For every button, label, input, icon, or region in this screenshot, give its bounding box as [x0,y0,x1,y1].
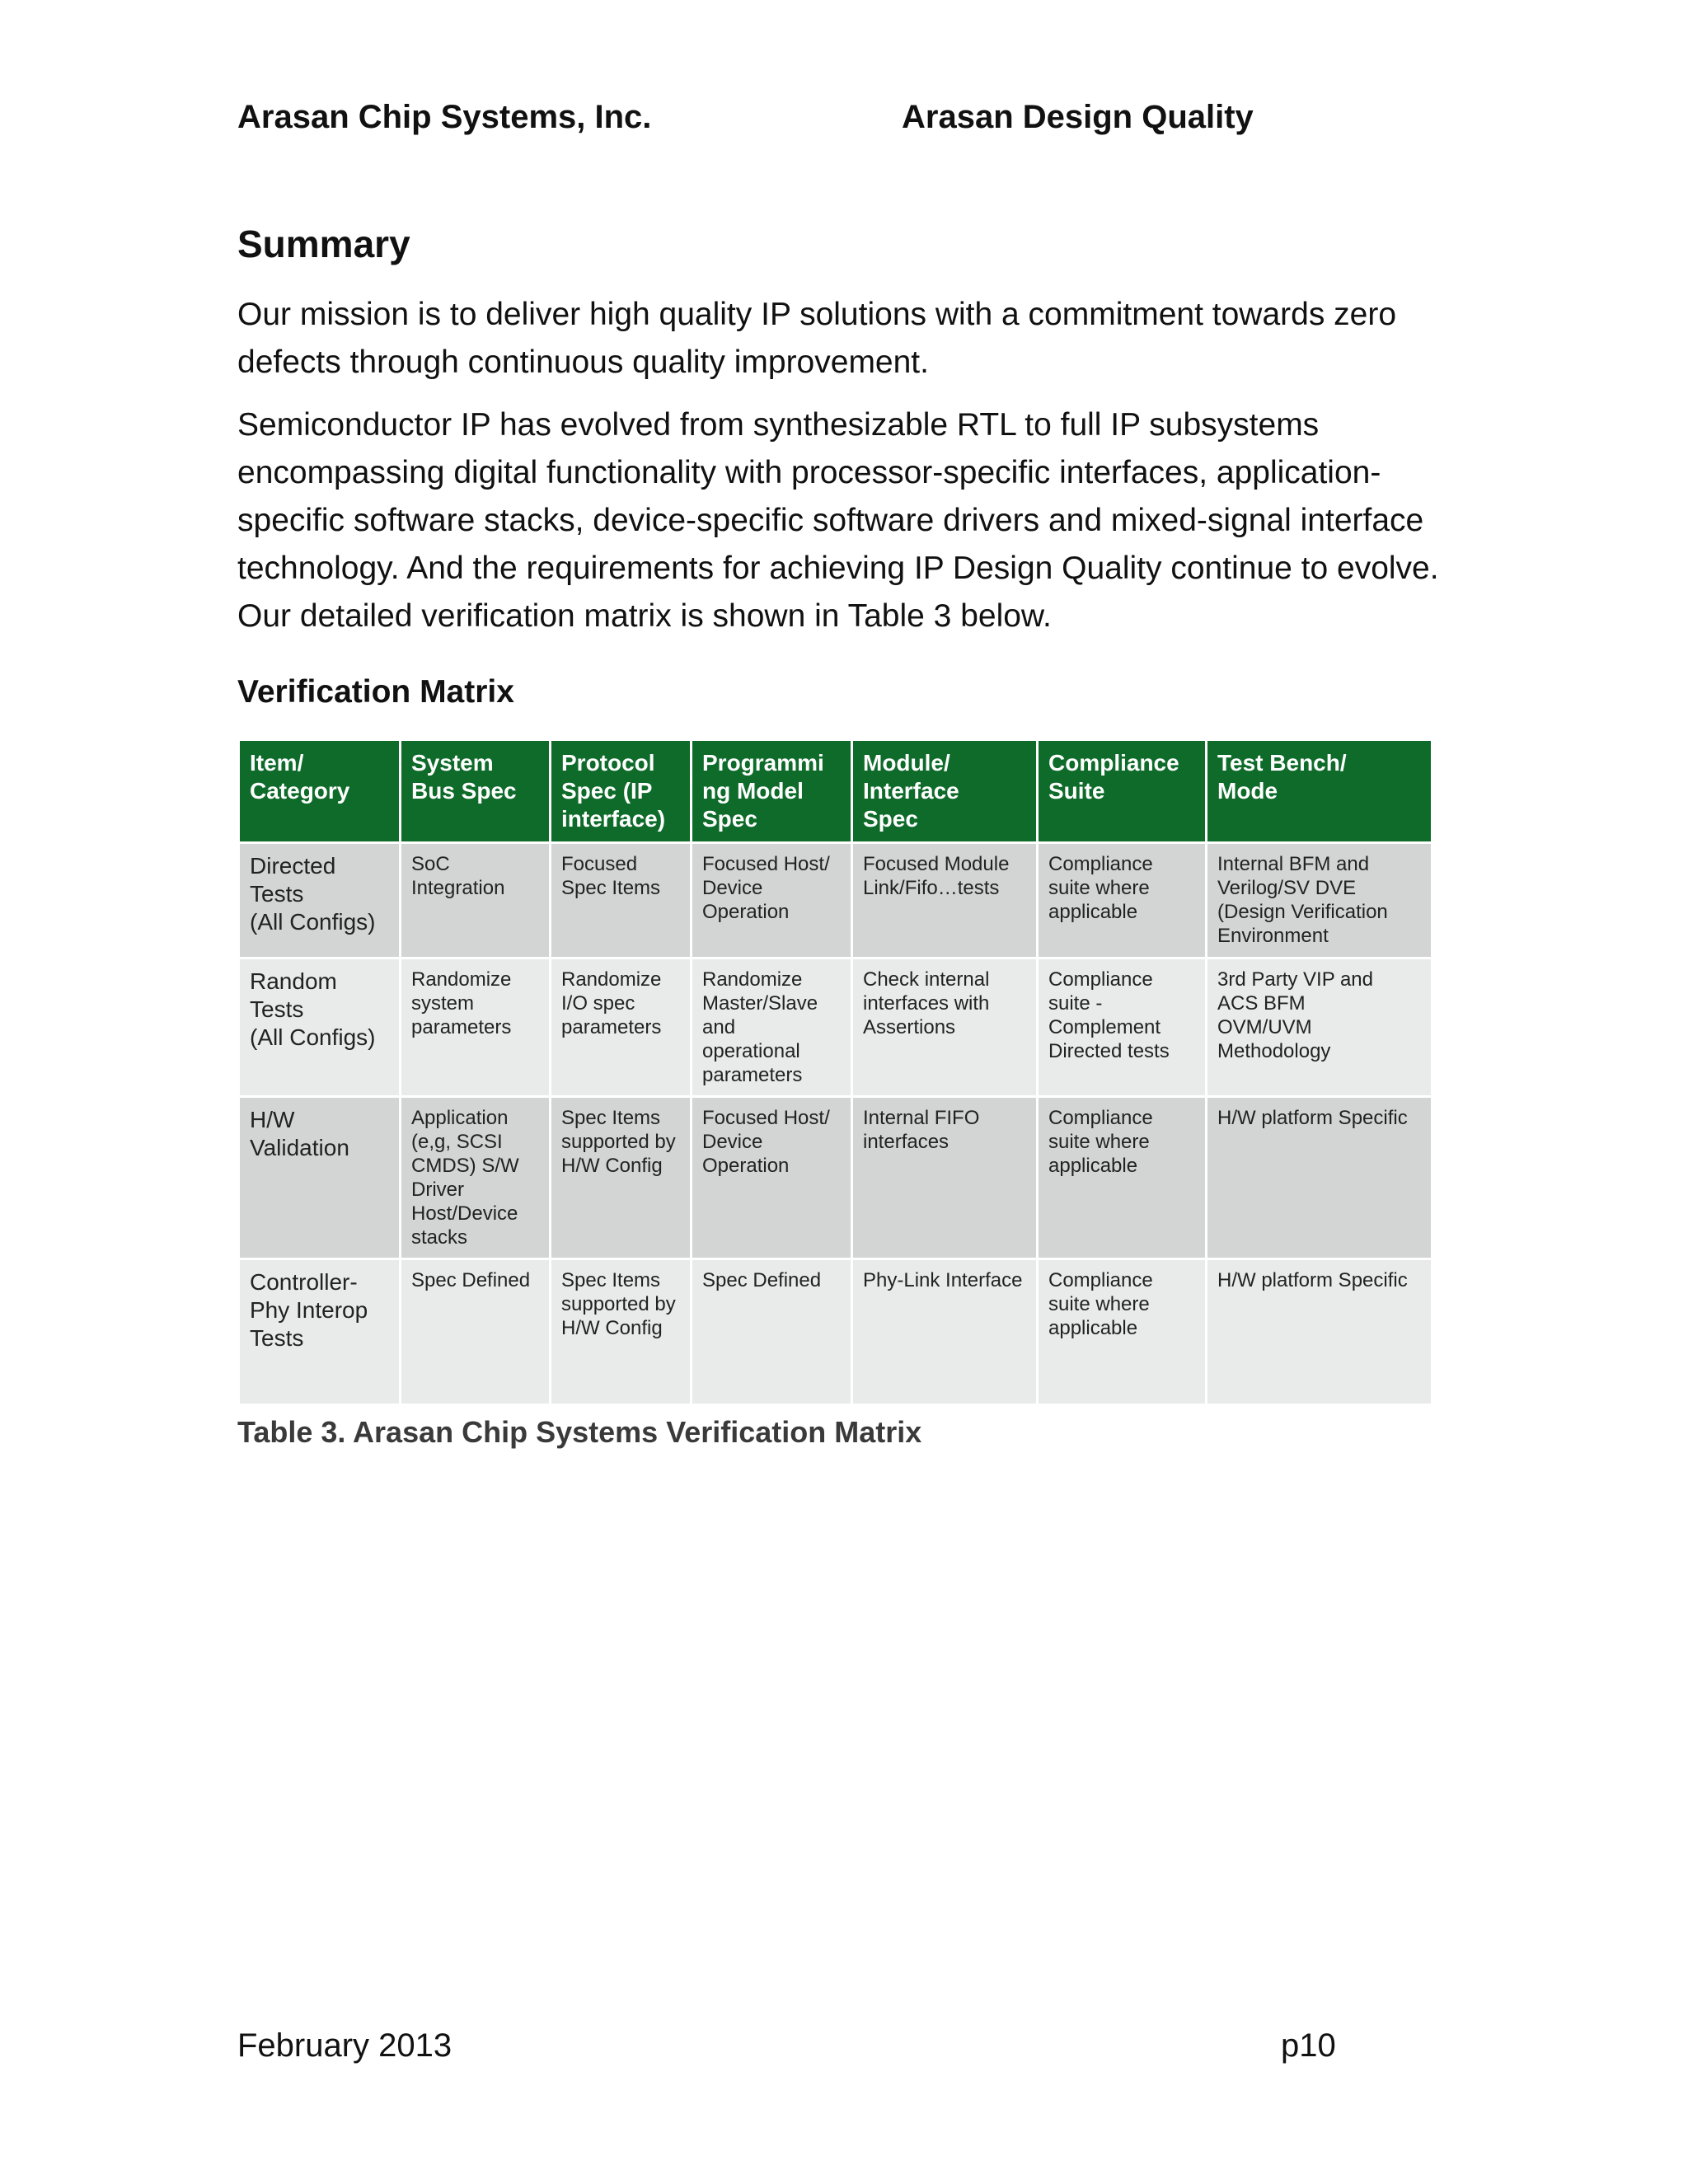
table-cell: Compliance suite where applicable [1038,1259,1207,1405]
table-caption: Table 3. Arasan Chip Systems Verification Matrix [237,1415,922,1449]
table-cell: Compliance suite where applicable [1038,1097,1207,1259]
summary-paragraph-evolution: Semiconductor IP has evolved from synthesizable RTL to full IP subsystems encompassing digital functionality with processor-specific interfaces, application-specific software stacks, device-specific software drivers and mixed-signal interface technology. And the requirements for achieving IP Design Quality continue to evolve. Our detailed verification matrix is shown in Table 3 below. [237,407,1439,634]
table-cell: Focused Host/ Device Operation [692,1097,852,1259]
footer-date: February 2013 [237,2027,452,2064]
column-header: System Bus Spec [401,740,551,843]
column-header: Programmi ng Model Spec [692,740,852,843]
table-cell: Randomize system parameters [401,958,551,1097]
table-cell: SoC Integration [401,843,551,958]
table-cell: Spec Defined [401,1259,551,1405]
table-cell: Spec Defined [692,1259,852,1405]
table-row [239,1097,1432,1259]
table-cell: H/W platform Specific [1207,1097,1432,1259]
column-header: Test Bench/ Mode [1207,740,1432,843]
table-cell: Spec Items supported by H/W Config [551,1259,692,1405]
table-cell: Spec Items supported by H/W Config [551,1097,692,1259]
footer-page-number: p10 [1281,2027,1336,2064]
table-row [239,1259,1432,1405]
table-cell: Compliance suite where applicable [1038,843,1207,958]
table-row [239,958,1432,1097]
table-cell: Controller- Phy Interop Tests [239,1259,401,1405]
column-header: Compliance Suite [1038,740,1207,843]
table-cell: Internal BFM and Verilog/SV DVE (Design Verification Environment [1207,843,1432,958]
table-cell: Application (e,g, SCSI CMDS) S/W Driver Host/Device stacks [401,1097,551,1259]
table-cell: Random Tests (All Configs) [239,958,401,1097]
table-cell: Phy-Link Interface [852,1259,1038,1405]
table-cell: 3rd Party VIP and ACS BFM OVM/UVM Methodology [1207,958,1432,1097]
table-cell: Randomize I/O spec parameters [551,958,692,1097]
table-cell: Randomize Master/Slave and operational parameters [692,958,852,1097]
table-cell: Check internal interfaces with Assertions [852,958,1038,1097]
header-company: Arasan Chip Systems, Inc. [237,99,652,135]
table-cell: H/W platform Specific [1207,1259,1432,1405]
table-cell: Internal FIFO interfaces [852,1097,1038,1259]
table-cell: Focused Module Link/Fifo…tests [852,843,1038,958]
verification-matrix-heading: Verification Matrix [237,674,514,710]
table-cell: Compliance suite - Complement Directed tests [1038,958,1207,1097]
table-cell: Focused Host/ Device Operation [692,843,852,958]
table-cell: H/W Validation [239,1097,401,1259]
table-cell: Directed Tests (All Configs) [239,843,401,958]
column-header: Item/ Category [239,740,401,843]
summary-paragraph-mission: Our mission is to deliver high quality IP solutions with a commitment towards zero defects through continuous quality improvement. [237,297,1397,380]
column-header: Protocol Spec (IP interface) [551,740,692,843]
table-row [239,843,1432,958]
table-header-row [239,740,1432,843]
header-doc-title: Arasan Design Quality [902,99,1254,135]
verification-matrix-table [237,738,1433,1406]
table-cell: Focused Spec Items [551,843,692,958]
summary-heading: Summary [237,223,410,265]
column-header: Module/ Interface Spec [852,740,1038,843]
